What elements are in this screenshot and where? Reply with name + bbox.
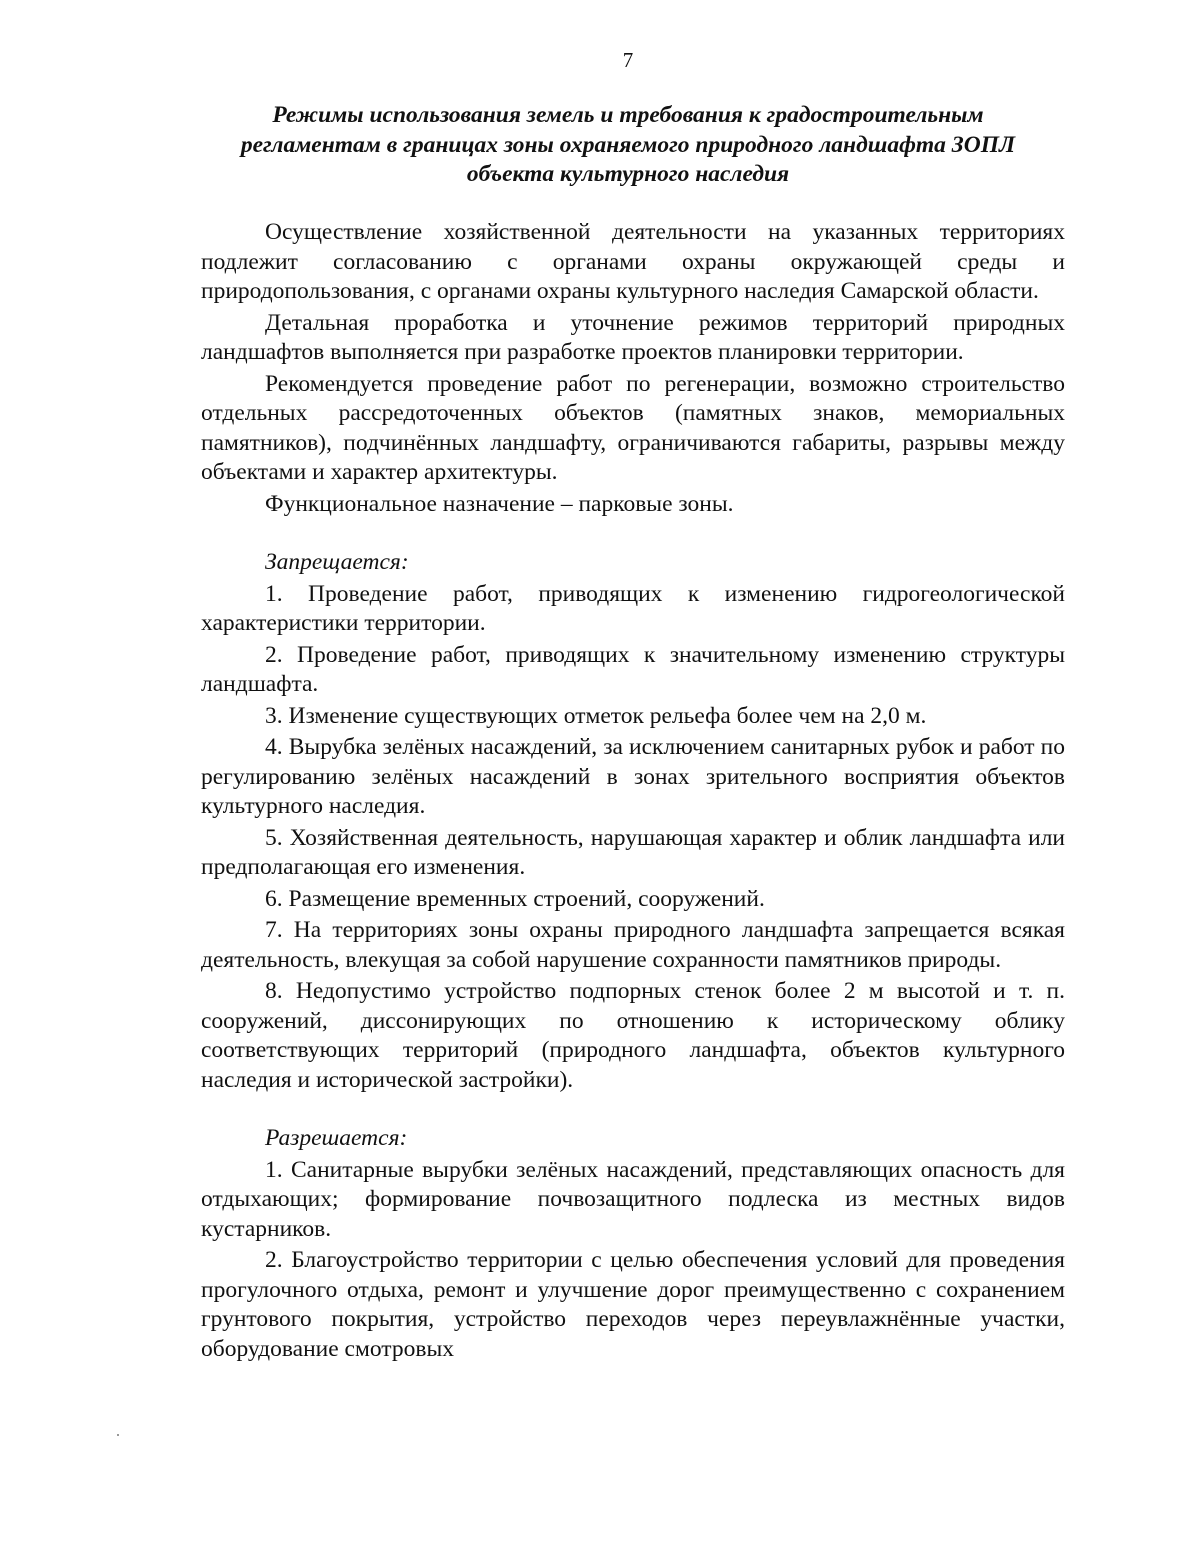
intro-paragraph: Детальная проработка и уточнение режимов территорий природных ландшафтов выполняется при разработке проектов планировки территории.	[201, 309, 1065, 365]
intro-paragraph: Функциональное назначение – парковые зоны.	[265, 490, 734, 517]
allowed-item: 1. Санитарные вырубки зелёных насаждений, представляющих опасность для отдыхающих; формирование почвозащитного подлеска из местных видов кустарников.	[201, 1156, 1065, 1242]
prohibited-item: 1. Проведение работ, приводящих к изменению гидрогеологической характеристики территории.	[201, 580, 1065, 636]
prohibited-item: 8. Недопустимо устройство подпорных стенок более 2 м высотой и т. п. сооружений, диссонирующих по отношению к историческому облику соответствующих территорий (природного ландшафта, объектов культурного наследия и исторической застройки).	[201, 978, 1065, 1093]
intro-paragraph: Рекомендуется проведение работ по регенерации, возможно строительство отдельных рассредоточенных объектов (памятных знаков, мемориальных памятников), подчинённых ландшафту, ограничиваются габариты, разрывы между объектами и характер архитектуры.	[201, 370, 1065, 485]
allowed-heading: Разрешается:	[265, 1125, 408, 1151]
title-line: Режимы использования земель и требования к градостроительным	[272, 102, 984, 128]
document-title	[196, 101, 1060, 190]
prohibited-item: 4. Вырубка зелёных насаждений, за исключением санитарных рубок и работ по регулированию зелёных насаждений в зонах зрительного восприятия объектов культурного наследия.	[201, 734, 1065, 819]
scan-speck	[117, 1434, 119, 1436]
prohibited-item: 5. Хозяйственная деятельность, нарушающая характер и облик ландшафта или предполагающая его изменения.	[201, 824, 1065, 880]
prohibited-item: 2. Проведение работ, приводящих к значительному изменению структуры ландшафта.	[201, 641, 1065, 697]
intro-paragraph: Осуществление хозяйственной деятельности на указанных территориях подлежит согласованию с органами охраны окружающей среды и природопользования, с органами охраны культурного наследия Самарской области.	[201, 219, 1065, 304]
prohibited-item: 7. На территориях зоны охраны природного ландшафта запрещается всякая деятельность, влекущая за собой нарушение сохранности памятников природы.	[201, 917, 1065, 973]
prohibited-item: 6. Размещение временных строений, сооружений.	[265, 885, 765, 912]
title-line: регламентам в границах зоны охраняемого природного ландшафта ЗОПЛ	[240, 131, 1016, 158]
prohibited-heading: Запрещается:	[265, 549, 409, 575]
allowed-item: 2. Благоустройство территории с целью обеспечения условий для проведения прогулочного отдыха, ремонт и улучшение дорог преимущественно с сохранением грунтового покрытия, устройство переходов через переувлажнённые участки, оборудование смотровых	[201, 1247, 1065, 1362]
title-line: объекта культурного наследия	[466, 161, 790, 187]
page-number: 7	[622, 48, 634, 72]
document-body	[201, 218, 1065, 1364]
prohibited-item: 3. Изменение существующих отметок рельефа более чем на 2,0 м.	[265, 702, 927, 729]
